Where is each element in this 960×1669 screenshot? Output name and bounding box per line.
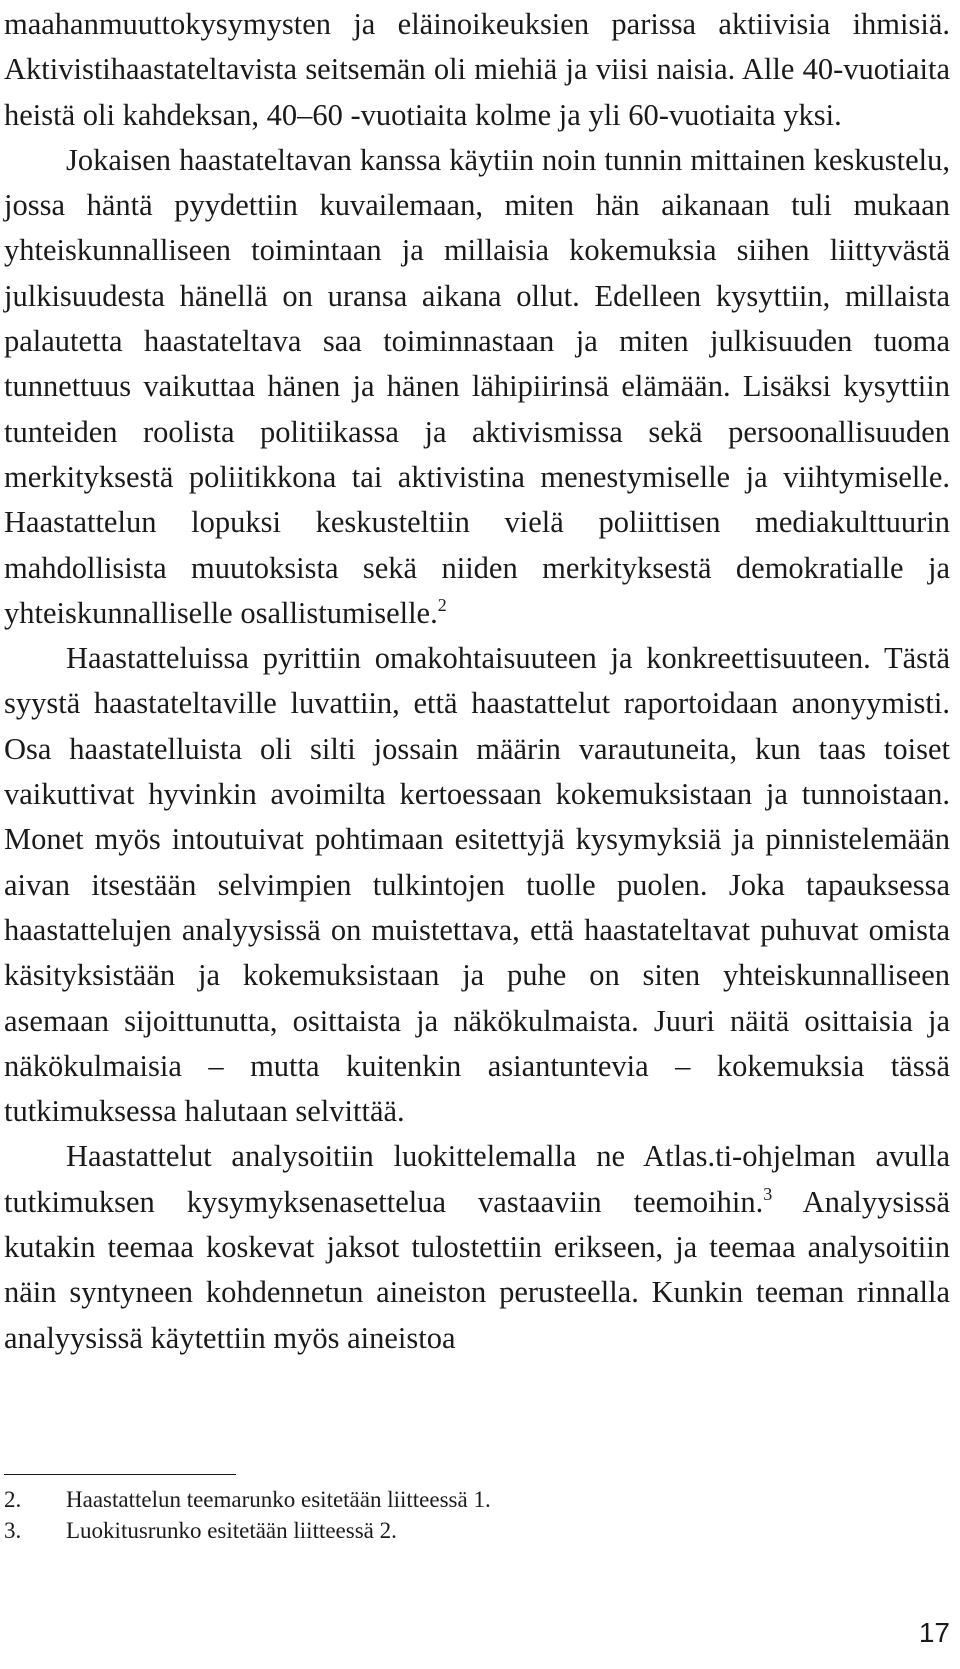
footnote-divider: [4, 1474, 236, 1475]
footnote-item: [4, 1484, 904, 1515]
footnote-number: 3.: [4, 1518, 22, 1543]
footnote-reference[interactable]: 2: [437, 594, 447, 615]
paragraph-2: [4, 138, 950, 636]
paragraph-text: Haastatteluissa pyrittiin omakohtaisuuteen ja konkreettisuuteen. Tästä syystä haastateltaville luvattiin, että haastattelut raportoidaan anonyymisti. Osa haastatelluista oli silti jossain määrin varautuneita, kun taas toiset vaikuttivat hyvinkin avoimilta kertoessaan kokemuksistaan ja tunnoistaan. Monet myös intoutuivat pohtimaan esitettyjä kysymyksiä ja pinnistelemään aivan itsestään selvimpien tulkintojen tuolle puolen. Joka tapauksessa haastattelujen analyysissä on muistettava, että haastateltavat puhuvat omista käsityksistään ja kokemuksistaan ja puhe on siten yhteiskunnalliseen asemaan sijoittunutta, osittaista ja näkökulmaista. Juuri näitä osittaisia ja näkökulmaisia – mutta kuitenkin asiantuntevia – kokemuksia tässä tutkimuksessa halutaan selvittää.: [4, 641, 950, 1129]
footnote-text: Haastattelun teemarunko esitetään liitteessä 1.: [66, 1487, 491, 1512]
paragraph-3: [4, 636, 950, 1134]
paragraph-text: maahanmuuttokysymysten ja eläinoikeuksien parissa aktiivisia ihmisiä. Aktivistihaastateltavista seitsemän oli miehiä ja viisi naisia. Alle 40-vuotiaita heistä oli kahdeksan, 40–60 -vuotiaita kolme ja yli 60-vuotiaita yksi.: [4, 7, 950, 132]
paragraph-text: Jokaisen haastateltavan kanssa käytiin noin tunnin mittainen keskustelu, jossa häntä pyydettiin kuvailemaan, miten hän aikanaan tuli mukaan yhteiskunnalliseen toimintaan ja millaisia kokemuksia siihen liittyvästä julkisuudesta hänellä on uransa aikana ollut. Edelleen kysyttiin, millaista palautetta haastateltava saa toiminnastaan ja miten julkisuuden tuoma tunnettuus vaikuttaa hänen ja hänen lähipiirinsä elämään. Lisäksi kysyttiin tunteiden roolista politiikassa ja aktivismissa sekä persoonallisuuden merkityksestä poliitikkona tai aktivistina menestymiselle ja viihtymiselle. Haastattelun lopuksi keskusteltiin vielä poliittisen mediakulttuurin mahdollisista muutoksista sekä niiden merkityksestä demokratialle ja yhteiskunnalliselle osallistumiselle.: [4, 142, 950, 630]
footnote-reference[interactable]: 3: [763, 1183, 773, 1204]
footnote-text: Luokitusrunko esitetään liitteessä 2.: [66, 1518, 397, 1543]
page-number: 17: [918, 1617, 950, 1648]
footnote-number: 2.: [4, 1487, 22, 1512]
paragraph-4: [4, 1134, 950, 1360]
paragraph-text-continuation: Analyysissä kutakin teemaa koskevat jaksot tulostettiin erikseen, ja teemaa analysoitiin näin syntyneen kohdennetun aineiston perusteella. Kunkin teeman rinnalla analyysissä käytettiin myös aineistoa: [4, 1184, 950, 1355]
paragraph-text: Haastattelut analysoitiin luokittelemalla ne Atlas.ti-ohjelman avulla tutkimuksen kysymyksenasettelua vastaaviin teemoihin.: [4, 1139, 950, 1219]
footnote-item: [4, 1515, 904, 1546]
footnotes: [4, 1484, 904, 1546]
paragraph-1: [4, 2, 950, 138]
body-text: [4, 2, 950, 1361]
